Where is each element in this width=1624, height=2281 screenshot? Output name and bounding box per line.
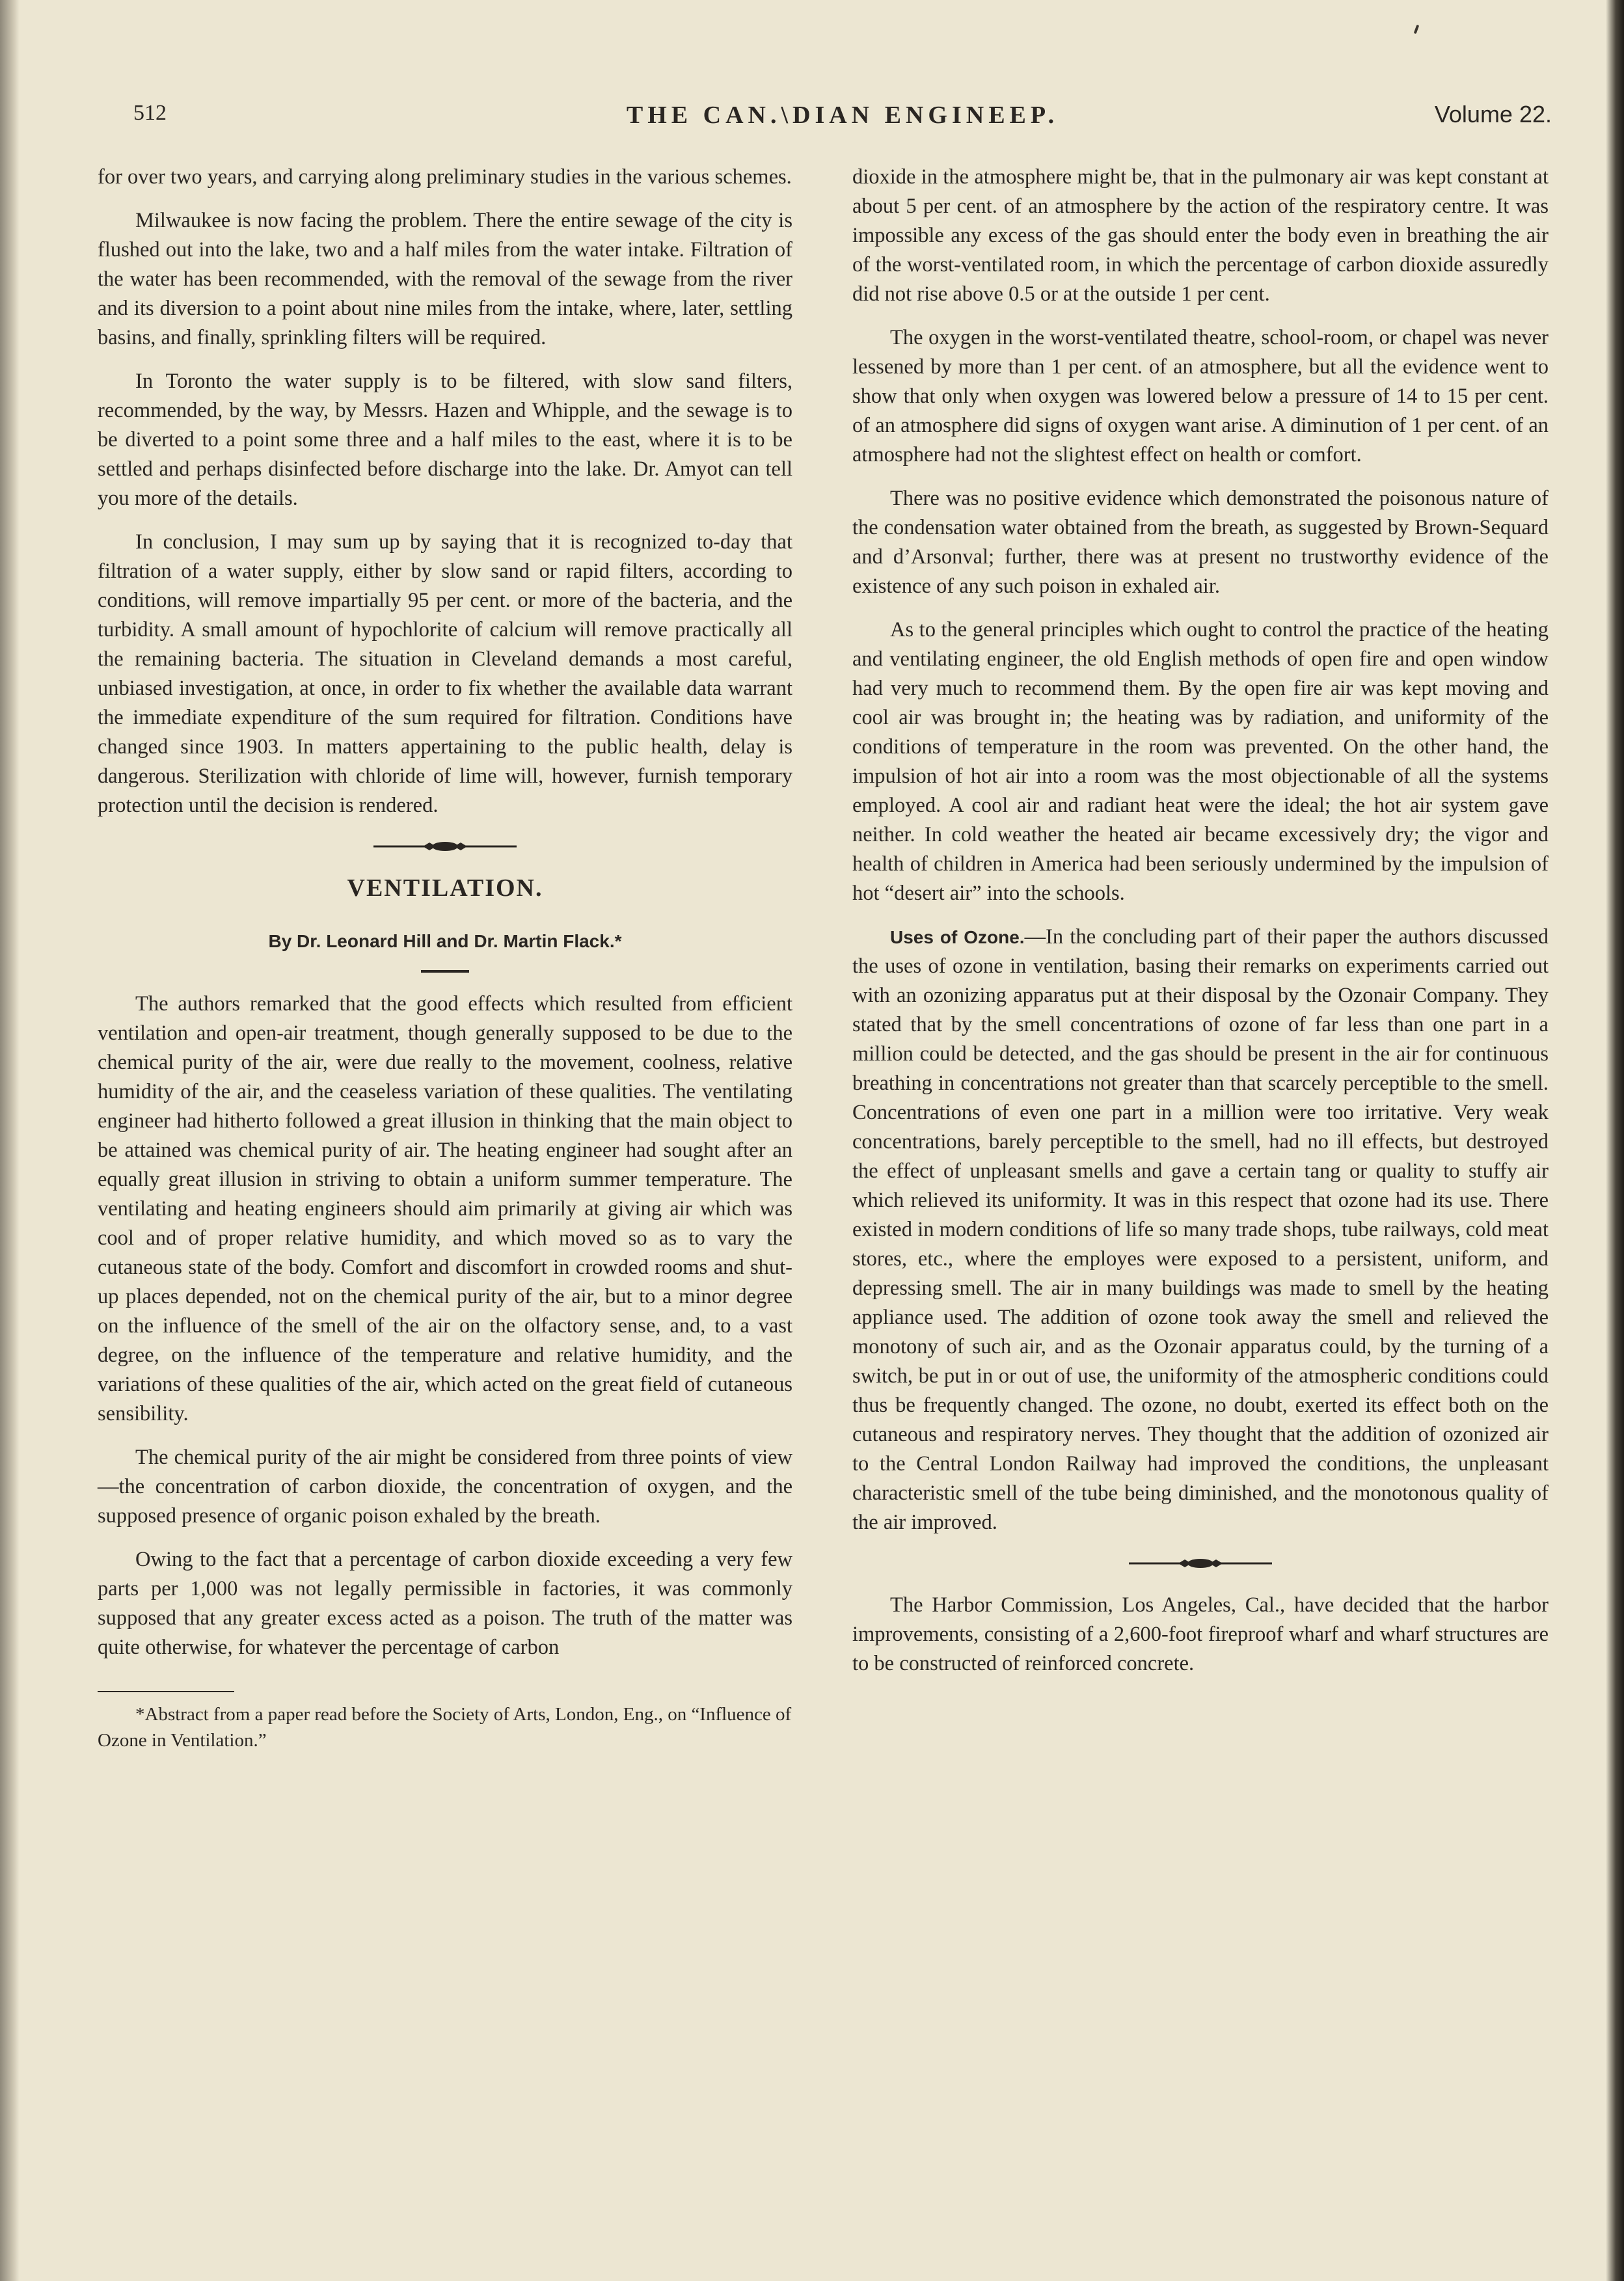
paragraph: Milwaukee is now facing the problem. There the entire sewage of the city is flushed out into the lake, two and a half miles from the water intake. Filtration of the water has been recommended, with the removal of the sewage from the river and its diversion to a point about nine miles from the intake, where, later, settling basins, and finally, sprinkling filters will be required. — [98, 209, 792, 349]
left-column — [98, 163, 792, 1768]
paragraph: As to the general principles which ought to control the practice of the heating and ventilating engineer, the old English methods of open fire and open window had very much to recommend them. By the open fire air was kept moving and cool air was brought in; the heating was by radiation, and uniformity of the conditions of temperature in the room was prevented. On the other hand, the impulsion of hot air into a room was the most objectionable of all the systems employed. A cool air and radiant heat were the ideal; the hot air system gave neither. In cold weather the heated air became excessively dry; the vigor and health of children in America had been seriously undermined by the impulsion of hot “desert air” into the schools. — [852, 618, 1549, 905]
footnote: *Abstract from a paper read before the Society of Arts, London, Eng., on “Influence of Ozone in Ventilation.” — [98, 1704, 792, 1751]
paragraph: The oxygen in the worst-ventilated theatre, school-room, or chapel was never lessened by more than 1 per cent. of an atmosphere, but all the evidence went to show that only when oxygen was lowered below a pressure of 14 to 15 per cent. of an atmosphere did signs of oxygen want arise. A diminution of 1 per cent. of an atmosphere had not the slightest effect on health or comfort. — [852, 326, 1549, 466]
footnote-rule — [98, 1691, 234, 1692]
page-header — [133, 101, 1552, 140]
right-column — [852, 163, 1549, 1693]
section-ornament — [1129, 1557, 1272, 1570]
article-title: VENTILATION. — [347, 874, 543, 902]
paragraph: The chemical purity of the air might be considered from three points of view—the concentration of carbon dioxide, the concentration of oxygen, and the supposed presence of organic poison exhaled by the breath. — [98, 1446, 792, 1528]
paper-speck — [1414, 25, 1420, 34]
paragraph: for over two years, and carrying along preliminary studies in the various schemes. — [98, 165, 792, 189]
volume-label: Volume 22. — [1434, 101, 1552, 128]
paragraph: The Harbor Commission, Los Angeles, Cal., have decided that the harbor improvements, consisting of a 2,600-foot fireproof wharf and wharf structures are to be constructed of reinforced concrete. — [852, 1593, 1549, 1675]
paragraph: In Toronto the water supply is to be filtered, with slow sand filters, recommended, by the way, by Messrs. Hazen and Whipple, and the sewage is to be diverted to a point some three and a half miles to the east, where it is to be settled and perhaps disinfected before discharge into the lake. Dr. Amyot can tell you more of the details. — [98, 370, 792, 510]
page-binding-shadow — [0, 0, 20, 2281]
page-number: 512 — [133, 101, 167, 125]
paragraph: In conclusion, I may sum up by saying that it is recognized to-day that filtration of a water supply, either by slow sand or rapid filters, according to conditions, will remove impartially 95 per cent. or more of the bacteria, and the turbidity. A small amount of hypochlorite of calcium will remove practically all the remaining bacteria. The situation in Cleveland demands a most careful, unbiased investigation, at once, in order to fix whether the available data warrant the immediate expenditure of the sum required for filtration. Conditions have changed since 1903. In matters appertaining to the public health, delay is dangerous. Sterilization with chloride of lime will, however, furnish temporary protection until the decision is rendered. — [98, 530, 792, 817]
journal-title: THE CAN.\DIAN ENGINEEP. — [626, 101, 1059, 129]
page-edge-shadow — [1606, 0, 1624, 2281]
ozone-text: —In the concluding part of their paper the authors discussed the uses of ozone in ventilation, basing their remarks on experiments carried out with an ozonizing apparatus put at their disposal by the Ozonair Company. They stated that by the smell concentrations of ozone of far less than one part in a million could be detected, and the gas should be present in the air for continuous breathing in concentrations not greater than that scarcely perceptible to the smell. Concentrations of even one part in a million were too irritative. Very weak concentrations, barely perceptible to the smell, had no ill effects, but destroyed the effect of unpleasant smells and gave a certain tang or quality to stuffy air which relieved its uniformity. It was in this respect that ozone had its use. There existed in modern conditions of life so many trade shops, tube railways, cold meat stores, etc., where the employes were exposed to a persistent, uniform, and depressing smell. The air in many buildings was made to smell by the heating appliance used. The addition of ozone took away the smell and relieved the monotony of such air, and as the Ozonair apparatus could, by the turning of a switch, be put in or out of use, the uniformity of the atmospheric conditions could thus be frequently changed. The ozone, no doubt, exerted its effect both on the cutaneous and respiratory nerves. They thought that the addition of ozonized air to the Central London Railway had improved the conditions, the unpleasant characteristic smell of the tube being diminished, and the monotonous quality of the air improved. — [852, 925, 1549, 1534]
paragraph: The authors remarked that the good effects which resulted from efficient ventilation and open-air treatment, though generally supposed to be due to the chemical purity of the air, were due really to the movement, coolness, relative humidity of the air, and the ceaseless variation of these qualities. The ventilating engineer had hitherto followed a great illusion in thinking that the main object to be attained was chemical purity of air. The heating engineer had sought after an equally great illusion in striving to obtain a uniform summer temperature. The ventilating and heating engineers should aim primarily at giving air which was cool and of proper relative humidity, and which moved so as to vary the cutaneous state of the body. Comfort and discomfort in crowded rooms and shut-up places depended, not on the chemical purity of the air, but to a minor degree on the influence of the smell of the air on the olfactory sense, and, to a vast degree, on the influence of the temperature and relative humidity, and the variations of these qualities of the air, which acted on the great field of cutaneous sensibility. — [98, 992, 792, 1425]
ozone-heading: Uses of Ozone. — [890, 927, 1025, 947]
byline-rule — [421, 970, 469, 973]
ozone-paragraph — [852, 923, 1549, 1537]
article-byline: By Dr. Leonard Hill and Dr. Martin Flack.* — [268, 931, 622, 951]
paragraph: Owing to the fact that a percentage of carbon dioxide exceeding a very few parts per 1,000 was not legally permissible in factories, it was commonly supposed that any greater excess acted as a poison. The truth of the matter was quite otherwise, for whatever the percentage of carbon — [98, 1548, 792, 1659]
paragraph: dioxide in the atmosphere might be, that in the pulmonary air was kept constant at about 5 per cent. of an atmosphere by the action of the respiratory centre. It was impossible any excess of the gas should enter the body even in breathing the air of the worst-ventilated room, in which the percentage of carbon dioxide assuredly did not rise above 0.5 or at the outside 1 per cent. — [852, 165, 1549, 306]
paragraph: There was no positive evidence which demonstrated the poisonous nature of the condensation water obtained from the breath, as suggested by Brown-Sequard and d’Arsonval; further, there was at present no trustworthy evidence of the existence of any such poison in exhaled air. — [852, 487, 1549, 598]
section-ornament — [373, 840, 517, 853]
